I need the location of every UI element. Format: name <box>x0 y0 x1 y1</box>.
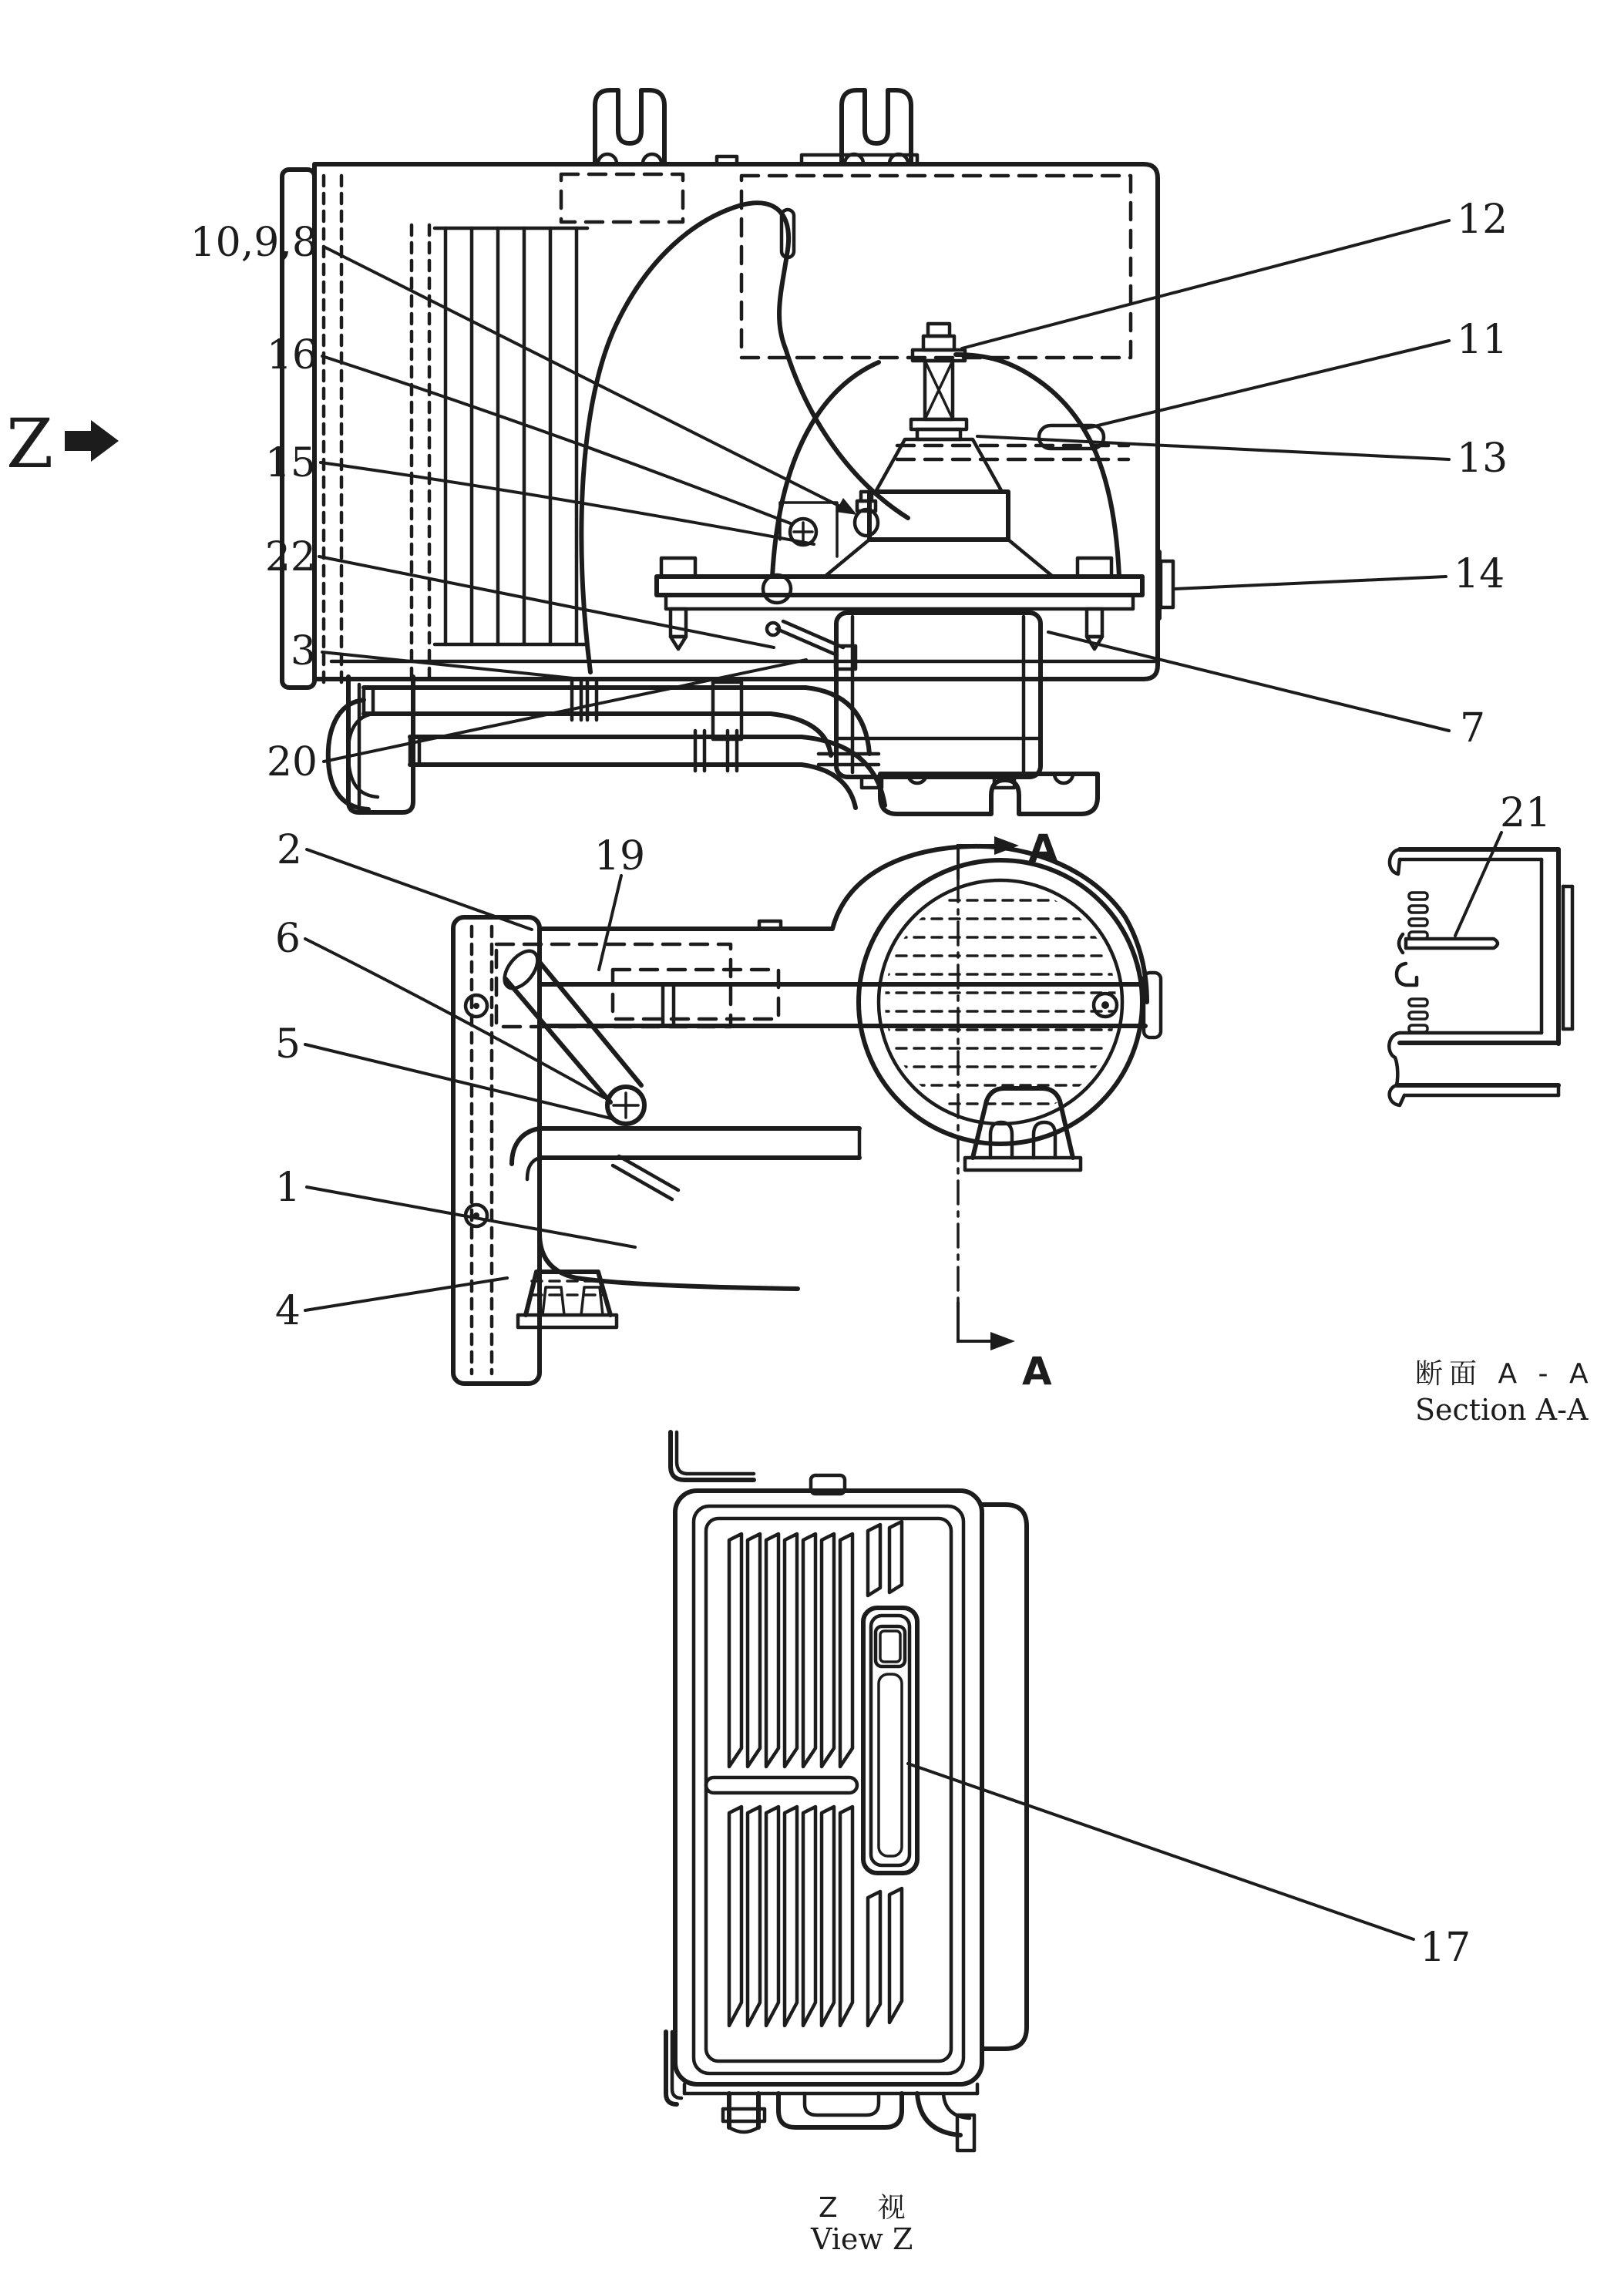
callout-17: 17 <box>1420 1925 1471 1971</box>
callout-20: 20 <box>266 739 318 785</box>
callout-2: 2 <box>276 827 302 873</box>
section-mark-bottom: A <box>1022 1349 1052 1394</box>
section-bracket-profile <box>1389 849 1572 1105</box>
tongue-plate-21 <box>1406 939 1498 948</box>
section-caption-zh: 断面 A - A <box>1415 1358 1595 1390</box>
mount-grommet-bolt <box>855 492 878 536</box>
front-view-drawing <box>666 1432 1471 2256</box>
callout-13: 13 <box>1457 436 1508 482</box>
fan-grille-dashes <box>879 900 1122 1104</box>
section-line-a-a <box>958 826 1058 1394</box>
dashed-cover-outline <box>741 176 1131 358</box>
callout-7: 7 <box>1460 705 1486 752</box>
top-view-drawing <box>282 90 1173 814</box>
motor-dome-right <box>956 355 1119 577</box>
callout-3: 3 <box>290 628 316 674</box>
side-view-drawing <box>453 826 1161 1394</box>
callout-21: 21 <box>1500 790 1552 836</box>
callout-5: 5 <box>274 1021 301 1068</box>
mounting-tab-right <box>842 90 911 163</box>
front-bottom-pipes <box>666 2032 977 2151</box>
clamp-band <box>540 973 1161 1037</box>
view-direction-z <box>6 404 119 483</box>
callout-16: 16 <box>266 332 318 378</box>
section-a-a-drawing <box>1389 790 1594 1427</box>
front-caption-zh: Z 视 <box>819 2192 912 2224</box>
front-housing <box>675 1491 982 2084</box>
louver-group-bottom <box>729 1807 852 2026</box>
volute-contour <box>581 203 908 672</box>
side-foot-left <box>518 1272 617 1327</box>
callout-6: 6 <box>274 916 301 962</box>
heater-core-fins <box>435 228 587 644</box>
callout-15: 15 <box>264 440 316 486</box>
fan-shaft-assembly <box>825 324 1053 577</box>
mounting-tab-left <box>595 90 664 163</box>
callout-14: 14 <box>1454 551 1505 597</box>
callout-12: 12 <box>1457 197 1508 243</box>
louver-right-top <box>868 1522 902 1596</box>
front-caption-en: View Z <box>811 2222 913 2256</box>
housing-outline <box>314 164 1158 679</box>
motor-mount-plate <box>657 558 1142 649</box>
callout-19: 19 <box>593 833 646 879</box>
view-direction-arrow-icon <box>65 420 119 462</box>
blower-fan-face <box>859 860 1142 1144</box>
louver-right-bottom <box>868 1888 902 2026</box>
leader-arrowhead <box>836 498 857 515</box>
callout-10-9-8: 10,9,8 <box>190 220 318 266</box>
side-view-pipe <box>512 1128 859 1199</box>
slider-control <box>863 1608 917 1873</box>
bracket-screw <box>780 503 837 557</box>
callout-1: 1 <box>274 1165 301 1211</box>
view-direction-letter: Z <box>6 404 54 483</box>
louver-group-top <box>729 1534 852 1767</box>
section-caption-en: Section A-A <box>1415 1393 1589 1427</box>
side-flap <box>982 1505 1027 2049</box>
louver-separator <box>706 1777 857 1793</box>
side-clip <box>1159 552 1173 618</box>
blower-motor-body <box>836 613 1041 788</box>
section-mark-top: A <box>1028 826 1058 871</box>
callout-4: 4 <box>274 1288 301 1334</box>
callout-11: 11 <box>1457 317 1508 363</box>
foot-bracket-right <box>880 774 1098 814</box>
callout-22: 22 <box>264 534 316 580</box>
dashed-box-small <box>613 970 778 1019</box>
dashed-compartment-top <box>561 174 683 222</box>
housing-hole <box>763 575 791 603</box>
